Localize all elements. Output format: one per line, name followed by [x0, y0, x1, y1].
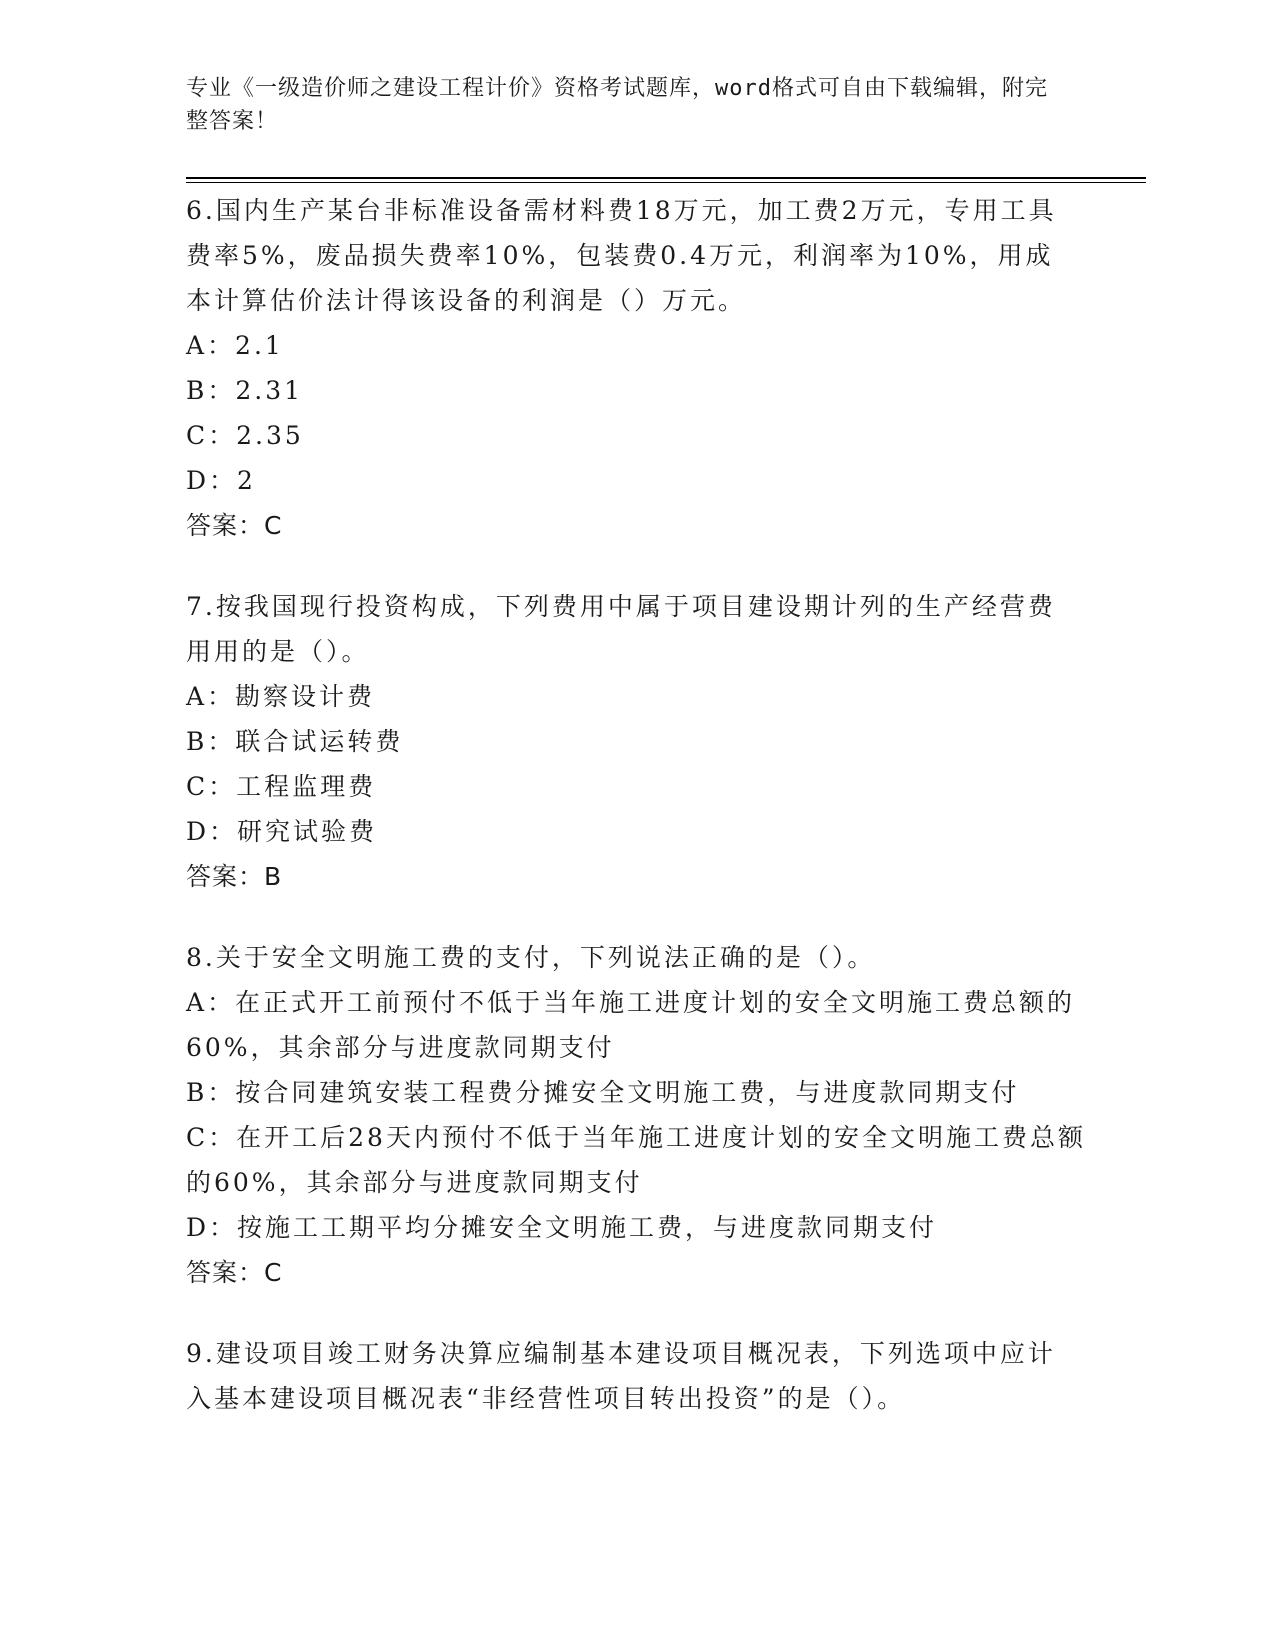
answer-label: 答案：B	[186, 862, 283, 891]
option-d: D：研究试验费	[186, 817, 378, 846]
option-b: B：联合试运转费	[186, 727, 404, 756]
option-a: A：2.1	[186, 331, 284, 360]
header-divider-thin	[186, 182, 1146, 183]
answer-label: 答案：C	[186, 1258, 283, 1287]
question-text: 6.国内生产某台非标准设备需材料费18万元，加工费2万元，专用工具费率5%，废品损失费率10%，包装费0.4万元，利润率为10%，用成本计算估价法计得该设备的利润是（）万元。	[186, 196, 1057, 315]
option-c: C：工程监理费	[186, 772, 377, 801]
option-d: D：按施工工期平均分摊安全文明施工费，与进度款同期支付	[186, 1213, 938, 1242]
question-text: 8.关于安全文明施工费的支付，下列说法正确的是（）。	[186, 943, 876, 972]
option-b: B：2.31	[186, 376, 304, 405]
option-c: C：在开工后28天内预付不低于当年施工进度计划的安全文明施工费总额的60%，其余部分与进度款同期支付	[186, 1123, 1086, 1197]
question-6	[186, 188, 1086, 548]
question-text: 7.按我国现行投资构成，下列费用中属于项目建设期计列的生产经营费用用的是（）。	[186, 592, 1056, 666]
option-b: B：按合同建筑安装工程费分摊安全文明施工费，与进度款同期支付	[186, 1078, 1020, 1107]
question-7	[186, 584, 1086, 899]
header-divider-thick	[186, 177, 1146, 179]
option-a: A：勘察设计费	[186, 682, 376, 711]
document-header: 专业《一级造价师之建设工程计价》资格考试题库，word格式可自由下载编辑，附完整答案！	[186, 76, 1048, 134]
question-text: 9.建设项目竣工财务决算应编制基本建设项目概况表，下列选项中应计入基本建设项目概况表“非经营性项目转出投资”的是（）。	[186, 1339, 1056, 1413]
question-9	[186, 1331, 1086, 1421]
question-8	[186, 935, 1086, 1295]
question-list	[186, 188, 1086, 1457]
answer-label: 答案：C	[186, 511, 283, 540]
option-a: A：在正式开工前预付不低于当年施工进度计划的安全文明施工费总额的60%，其余部分与进度款同期支付	[186, 988, 1076, 1062]
option-d: D：2	[186, 466, 256, 495]
option-c: C：2.35	[186, 421, 304, 450]
